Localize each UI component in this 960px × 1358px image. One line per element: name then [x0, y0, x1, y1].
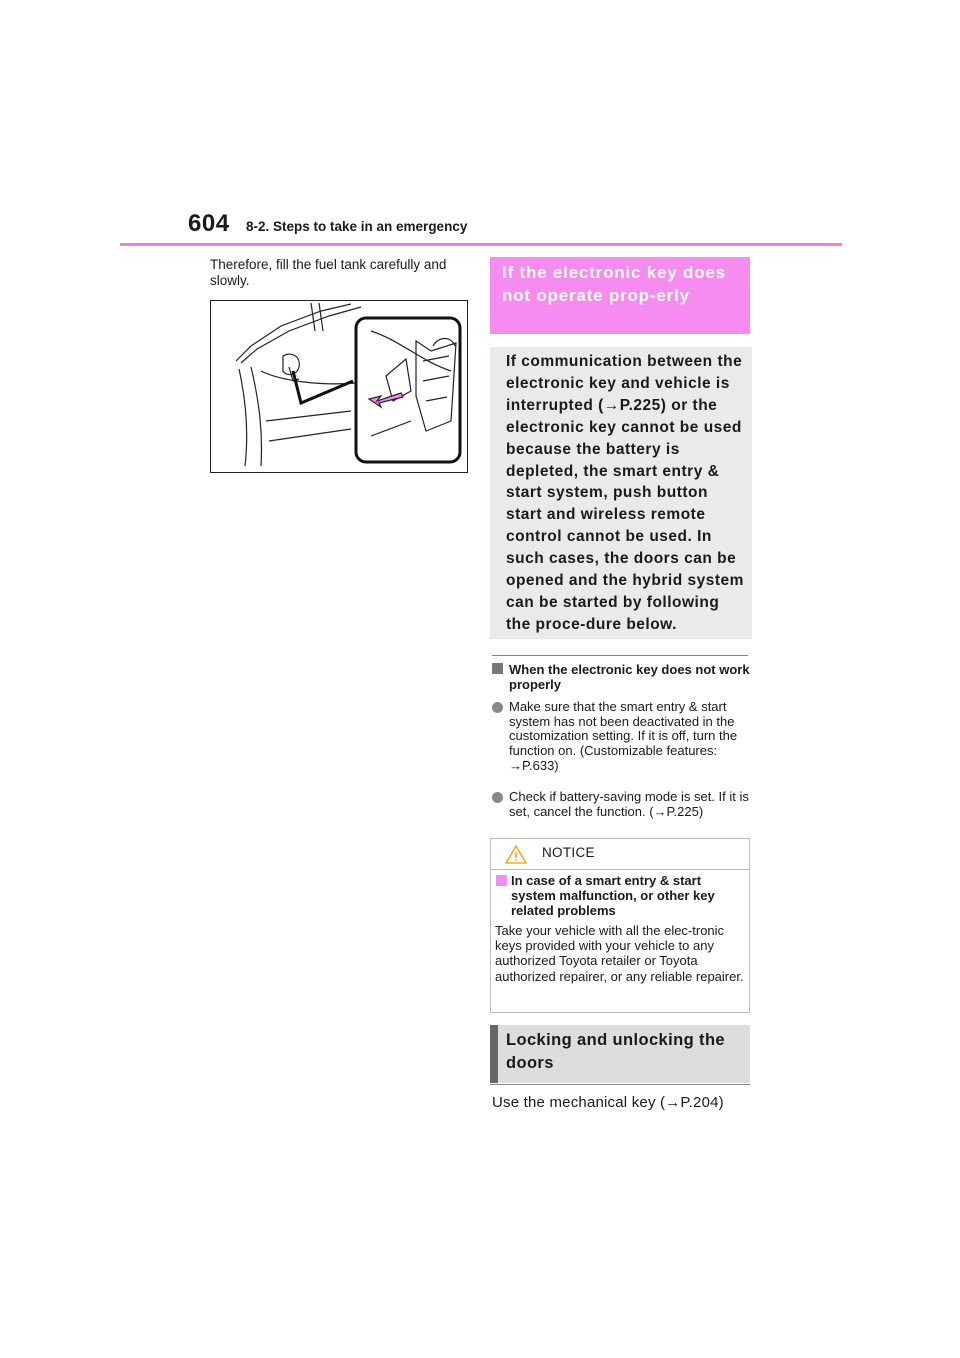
circle-bullet-icon	[492, 702, 503, 713]
notice-subheading-text: In case of a smart entry & start system malfunction, or other key related problems	[511, 873, 715, 918]
notice-box	[490, 838, 750, 1013]
intro-text: Therefore, fill the fuel tank carefully and slowly.	[210, 257, 447, 288]
tip-item	[492, 790, 754, 819]
notice-label: NOTICE	[542, 845, 595, 860]
header-divider	[120, 243, 842, 246]
fuel-door-illustration	[210, 300, 468, 473]
tip-text: Make sure that the smart entry & start system has not been deactivated in the customization setting. If it is off, turn the function on. (Customizable features: →P.633)	[509, 699, 738, 773]
tip-text: Check if battery-saving mode is set. If it is set, cancel the function. (→P.225)	[509, 789, 749, 819]
electronic-key-section-title: If the electronic key does not operate prop-erly	[490, 257, 750, 334]
locking-section-title: Locking and unlocking the doors	[490, 1025, 750, 1083]
page-number: 604	[188, 210, 230, 237]
circle-bullet-icon	[492, 792, 503, 803]
section-title: 8-2. Steps to take in an emergency	[246, 219, 468, 234]
locking-instruction: Use the mechanical key (→P.204)	[492, 1094, 724, 1111]
tips-heading	[492, 662, 750, 692]
notice-header	[491, 839, 749, 870]
square-bullet-icon	[496, 875, 507, 886]
tip-item	[492, 700, 754, 774]
warning-triangle-icon	[505, 845, 527, 869]
electronic-key-summary: If communication between the electronic key and vehicle is interrupted (→P.225) or the electronic key cannot be used because the battery is depleted, the smart entry & start system, push button start and wireless remote control cannot be used. In such cases, the doors can be opened and the hybrid system can be started by following the proce-dure below.	[490, 347, 752, 639]
notice-subheading	[495, 873, 745, 918]
notice-body: Take your vehicle with all the elec-tronic keys provided with your vehicle to any authorized Toyota retailer or Toyota authorized repairer, or any reliable repairer.	[495, 923, 744, 984]
tips-divider	[492, 655, 748, 656]
square-bullet-icon	[492, 663, 503, 674]
locking-divider	[490, 1084, 750, 1085]
tips-heading-text: When the electronic key does not work properly	[509, 662, 750, 692]
